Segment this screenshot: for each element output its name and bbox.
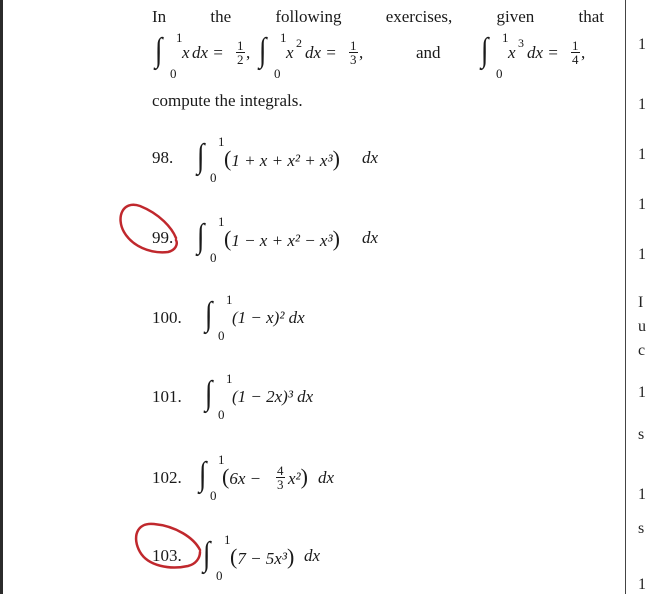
- exponent: 2: [296, 36, 302, 50]
- side-fragment: 1: [638, 246, 646, 263]
- integral-sign: ∫: [202, 536, 211, 573]
- exercise-number: 101.: [152, 387, 182, 406]
- separator: ,: [246, 43, 251, 62]
- fraction-numerator: 1: [350, 38, 357, 53]
- integrand-expression: 7 − 5x³: [237, 549, 287, 568]
- differential: dx: [362, 228, 379, 247]
- differential: dx =: [305, 43, 337, 62]
- side-fragment: u: [638, 318, 646, 335]
- upper-limit: 1: [218, 214, 225, 229]
- intro-word: In: [152, 7, 167, 26]
- lower-limit: 0: [216, 568, 223, 583]
- integrand: (7 − 5x³): [230, 544, 295, 569]
- differential: dx: [362, 148, 379, 167]
- exercise-number: 102.: [152, 468, 182, 487]
- and-word: and: [416, 43, 441, 62]
- fraction-numerator: 1: [237, 38, 244, 53]
- lower-limit: 0: [218, 328, 225, 343]
- integral-sign: ∫: [196, 218, 205, 255]
- side-fragment: c: [638, 342, 646, 359]
- integrand-expression: (1 − 2x)³ dx: [232, 387, 314, 406]
- upper-limit: 1: [280, 30, 287, 45]
- integrand-expression: 1 − x + x² − x³: [231, 231, 333, 250]
- integrand: x: [508, 43, 516, 62]
- instruction-text: compute the integrals.: [152, 91, 303, 110]
- fraction-denominator: 3: [277, 477, 284, 492]
- exercise-number: 103.: [152, 546, 182, 565]
- integral-sign: ∫: [204, 375, 213, 412]
- upper-limit: 1: [218, 134, 225, 149]
- lower-limit: 0: [170, 66, 177, 81]
- fraction-numerator: 1: [572, 38, 579, 53]
- differential: dx: [304, 546, 321, 565]
- side-fragment: 1: [638, 486, 646, 503]
- fraction-denominator: 3: [350, 52, 357, 67]
- upper-limit: 1: [218, 452, 225, 467]
- upper-limit: 1: [226, 292, 233, 307]
- side-fragment: 1: [638, 36, 646, 53]
- lower-limit: 0: [210, 170, 217, 185]
- intro-word: the: [210, 7, 232, 26]
- upper-limit: 1: [502, 30, 509, 45]
- circle-annotation-99: [121, 205, 177, 252]
- integrand-expression: 1 + x + x² + x³: [231, 151, 333, 170]
- differential: dx: [318, 468, 335, 487]
- differential: dx =: [527, 43, 559, 62]
- integrand: (1 + x + x² + x³): [224, 146, 340, 171]
- side-fragment: 1: [638, 196, 646, 213]
- integrand-part-b: x²: [288, 469, 301, 488]
- separator: ,: [581, 43, 586, 62]
- fraction-denominator: 4: [572, 52, 579, 67]
- upper-limit: 1: [224, 532, 231, 547]
- integral-sign: ∫: [204, 296, 213, 333]
- lower-limit: 0: [496, 66, 503, 81]
- intro-word: given: [496, 7, 535, 26]
- differential: dx =: [192, 43, 224, 62]
- integral-sign: ∫: [196, 138, 205, 175]
- integral-sign: ∫: [154, 32, 163, 69]
- integrand-part-a: 6x −: [229, 469, 262, 488]
- lower-limit: 0: [274, 66, 281, 81]
- intro-word: that: [578, 7, 604, 26]
- side-fragment: I: [638, 294, 644, 311]
- integrand-expression: (1 − x)² dx: [232, 308, 305, 327]
- integrand: (1 − x + x² − x³): [224, 226, 340, 251]
- integrand: x: [182, 43, 190, 62]
- upper-limit: 1: [176, 30, 183, 45]
- side-fragment: s: [638, 520, 645, 537]
- intro-word: following: [275, 7, 342, 26]
- integral-sign: ∫: [198, 456, 207, 493]
- exercise-number: 100.: [152, 308, 182, 327]
- fraction-denominator: 2: [237, 52, 244, 67]
- integrand: x: [286, 43, 294, 62]
- side-fragment: 1: [638, 576, 646, 593]
- fraction-numerator: 4: [277, 463, 284, 478]
- side-fragment: s: [638, 426, 645, 443]
- exponent: 3: [518, 36, 524, 50]
- integral-sign: ∫: [258, 32, 267, 69]
- separator: ,: [359, 43, 364, 62]
- upper-limit: 1: [226, 371, 233, 386]
- side-fragment: 1: [638, 146, 646, 163]
- lower-limit: 0: [210, 250, 217, 265]
- integrand: (6x −: [222, 464, 262, 489]
- intro-word: exercises,: [385, 7, 453, 26]
- lower-limit: 0: [210, 488, 217, 503]
- integral-sign: ∫: [480, 32, 489, 69]
- exercise-number: 99.: [152, 228, 174, 247]
- integrand-tail: x²): [288, 464, 308, 489]
- lower-limit: 0: [218, 407, 225, 422]
- side-fragment: 1: [638, 96, 646, 113]
- exercise-number: 98.: [152, 148, 174, 167]
- circle-annotation-103: [136, 524, 200, 568]
- side-fragment: 1: [638, 384, 646, 401]
